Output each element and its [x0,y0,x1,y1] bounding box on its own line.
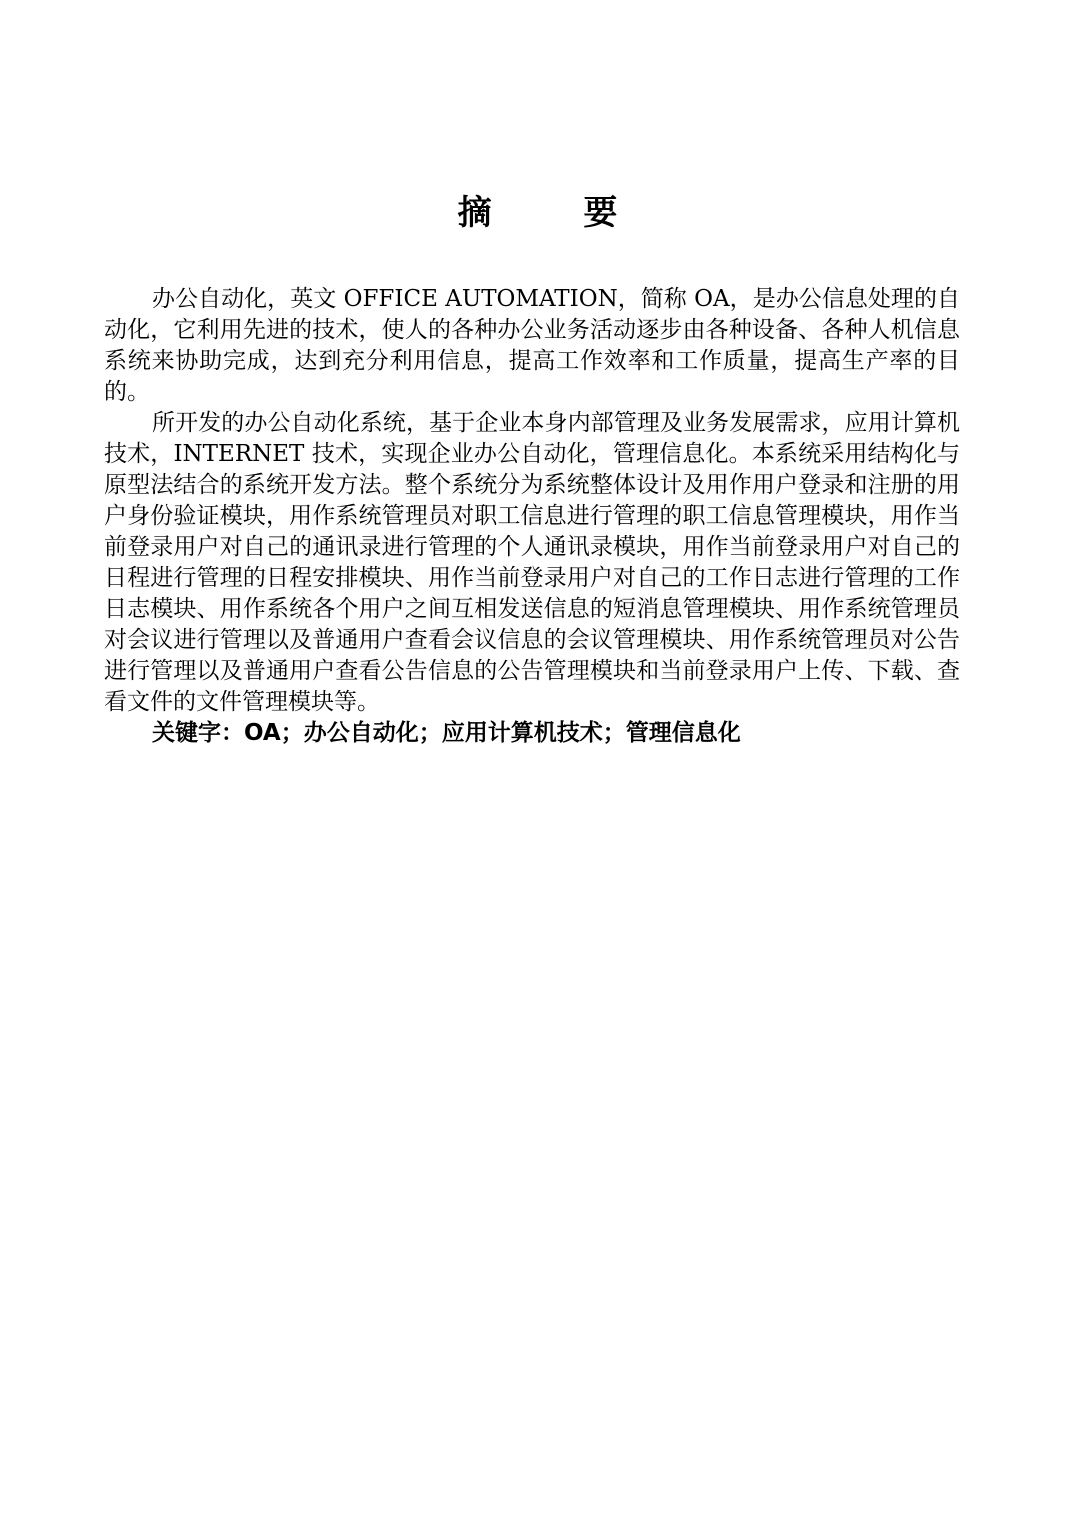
abstract-paragraph-1: 办公自动化，英文 OFFICE AUTOMATION，简称 OA，是办公信息处理的自动化，它利用先进的技术，使人的各种办公业务活动逐步由各种设备、各种人机信息系统来协助完成，达到充分利用信息，提高工作效率和工作质量，提高生产率的目的。 [104,286,960,405]
abstract-keywords: 关键字：OA；办公自动化；应用计算机技术；管理信息化 [152,720,741,746]
abstract-paragraph-2: 所开发的办公自动化系统，基于企业本身内部管理及业务发展需求，应用计算机技术，INTERNET 技术，实现企业办公自动化，管理信息化。本系统采用结构化与原型法结合的系统开发方法。整个系统分为系统整体设计及用作用户登录和注册的用户身份验证模块，用作系统管理员对职工信息进行管理的职工信息管理模块，用作当前登录用户对自己的通讯录进行管理的个人通讯录模块，用作当前登录用户对自己的日程进行管理的日程安排模块、用作当前登录用户对自己的工作日志进行管理的工作日志模块、用作系统各个用户之间互相发送信息的短消息管理模块、用作系统管理员对会议进行管理以及普通用户查看会议信息的会议管理模块、用作系统管理员对公告进行管理以及普通用户查看公告信息的公告管理模块和当前登录用户上传、下载、查看文件的文件管理模块等。 [104,410,960,715]
abstract-title: 摘 要 [457,193,658,233]
abstract-body [104,284,960,749]
